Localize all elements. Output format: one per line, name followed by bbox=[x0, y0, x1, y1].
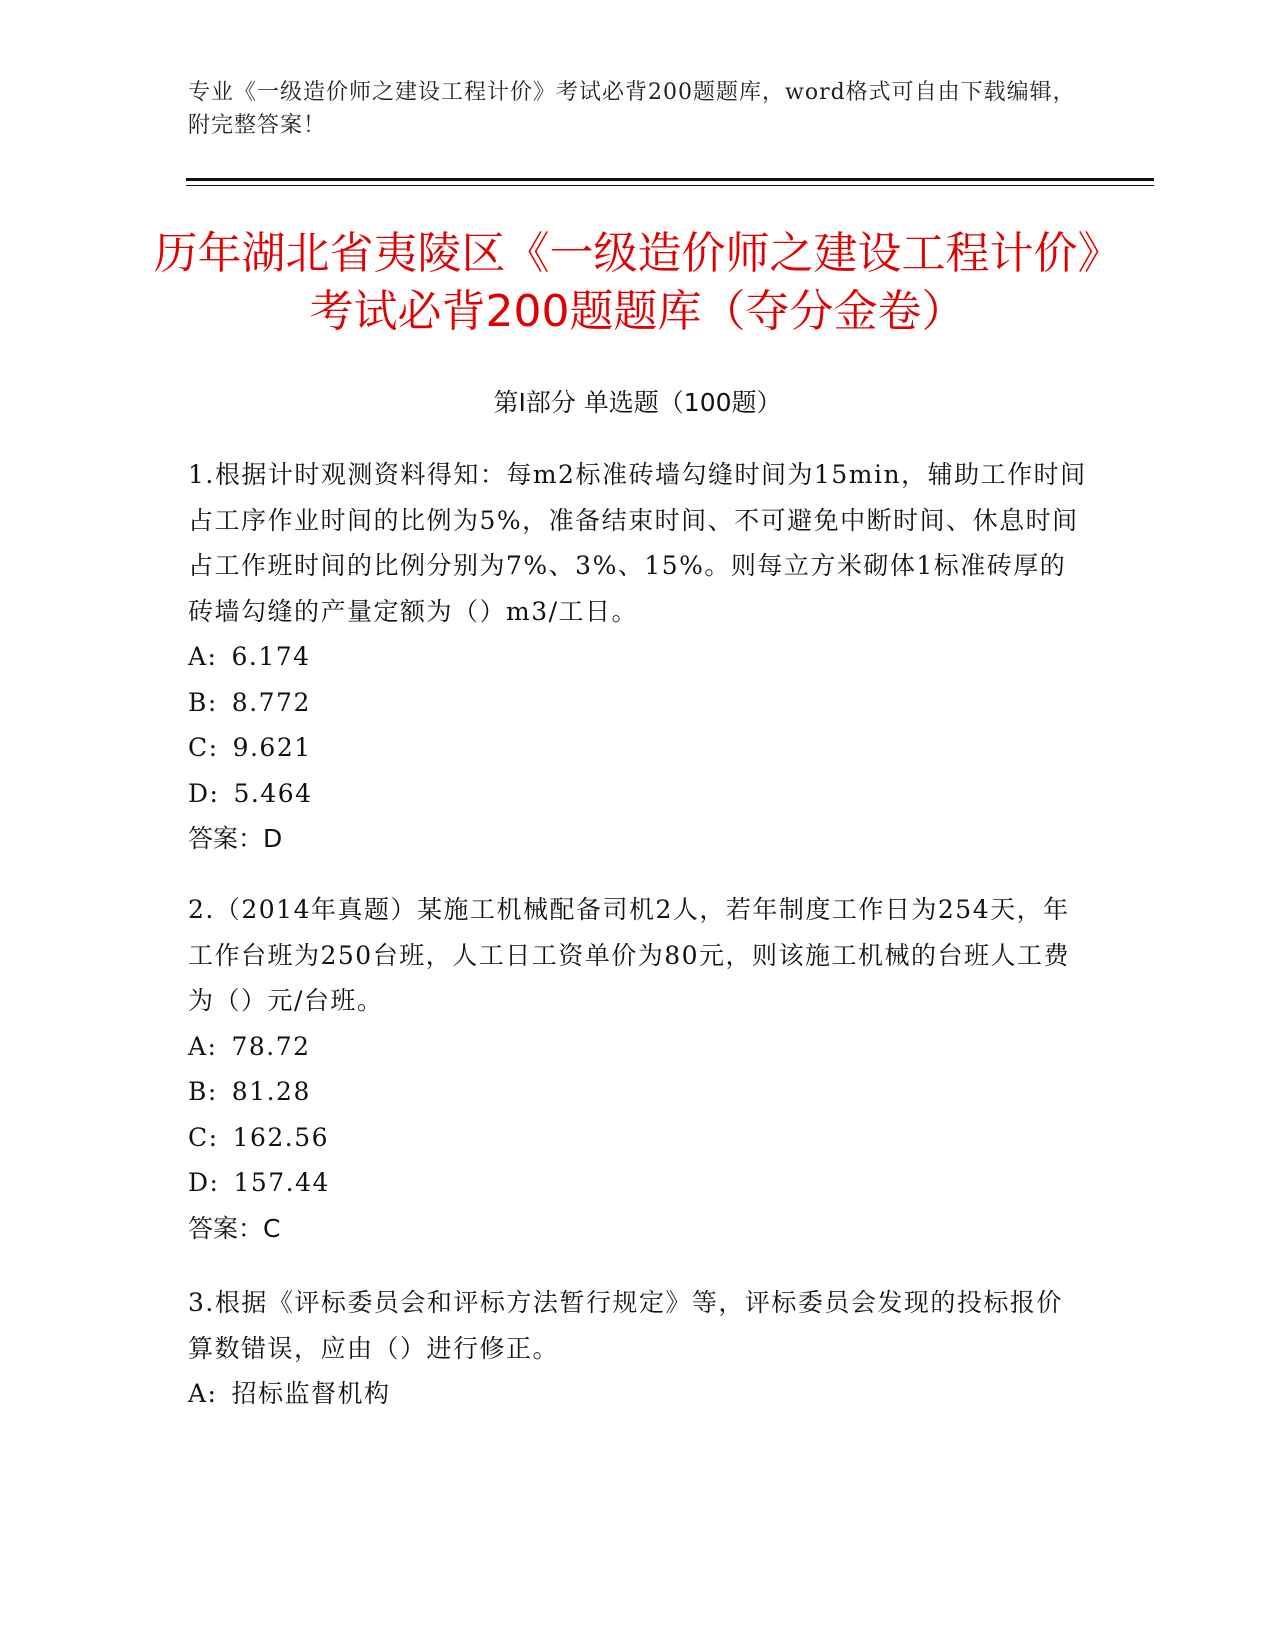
option-key: C: bbox=[188, 1122, 219, 1152]
question-text: 3.根据《评标委员会和评标方法暂行规定》等，评标委员会发现的投标报价算数错误，应由（）进行修正。 bbox=[188, 1288, 1063, 1363]
question-text: 1.根据计时观测资料得知：每m2标准砖墙勾缝时间为15min，辅助工作时间占工序作业时间的比例为5%，准备结束时间、不可避免中断时间、休息时间占工作班时间的比例分别为7%、3%、15%。则每立方米砌体1标准砖厚的砖墙勾缝的产量定额为（）m3/工日。 bbox=[188, 460, 1087, 626]
option-value: 招标监督机构 bbox=[231, 1379, 391, 1408]
question-3 bbox=[188, 1280, 1088, 1417]
option-d bbox=[188, 771, 1088, 817]
option-c bbox=[188, 725, 1088, 771]
option-value: 5.464 bbox=[233, 778, 313, 808]
option-b bbox=[188, 680, 1088, 726]
option-key: A: bbox=[188, 1031, 218, 1061]
option-d bbox=[188, 1160, 1088, 1206]
option-value: 81.28 bbox=[231, 1077, 311, 1106]
option-key: B: bbox=[188, 1077, 218, 1106]
option-c bbox=[188, 1115, 1088, 1161]
option-a bbox=[188, 634, 1088, 680]
option-a bbox=[188, 1371, 1088, 1417]
option-key: B: bbox=[188, 687, 218, 717]
option-value: 9.621 bbox=[232, 733, 312, 762]
option-key: A: bbox=[188, 1379, 218, 1408]
option-value: 78.72 bbox=[231, 1031, 311, 1061]
section-title: 第Ⅰ部分 单选题（100题） bbox=[493, 388, 782, 417]
header-rule-thin bbox=[186, 185, 1154, 186]
option-value: 8.772 bbox=[231, 687, 311, 717]
option-a bbox=[188, 1024, 1088, 1070]
option-key: A: bbox=[188, 642, 218, 671]
question-2 bbox=[188, 887, 1088, 1251]
option-value: 162.56 bbox=[232, 1122, 330, 1152]
answer: 答案：C bbox=[188, 1213, 281, 1243]
header-note: 专业《一级造价师之建设工程计价》考试必背200题题库，word格式可自由下载编辑，附完整答案！ bbox=[188, 80, 1076, 138]
question-text: 2.（2014年真题）某施工机械配备司机2人，若年制度工作日为254天，年工作台班为250台班，人工日工资单价为80元，则该施工机械的台班人工费为（）元/台班。 bbox=[188, 895, 1071, 1015]
option-value: 6.174 bbox=[231, 642, 311, 671]
document-title: 历年湖北省夷陵区《一级造价师之建设工程计价》考试必背200题题库（夺分金卷） bbox=[153, 228, 1122, 337]
option-key: D: bbox=[188, 778, 220, 808]
option-value: 157.44 bbox=[233, 1168, 330, 1197]
header-rule-thick bbox=[186, 178, 1154, 181]
question-1 bbox=[188, 452, 1088, 862]
answer: 答案：D bbox=[188, 824, 283, 853]
option-key: D: bbox=[188, 1168, 220, 1197]
option-b bbox=[188, 1069, 1088, 1115]
option-key: C: bbox=[188, 733, 219, 762]
